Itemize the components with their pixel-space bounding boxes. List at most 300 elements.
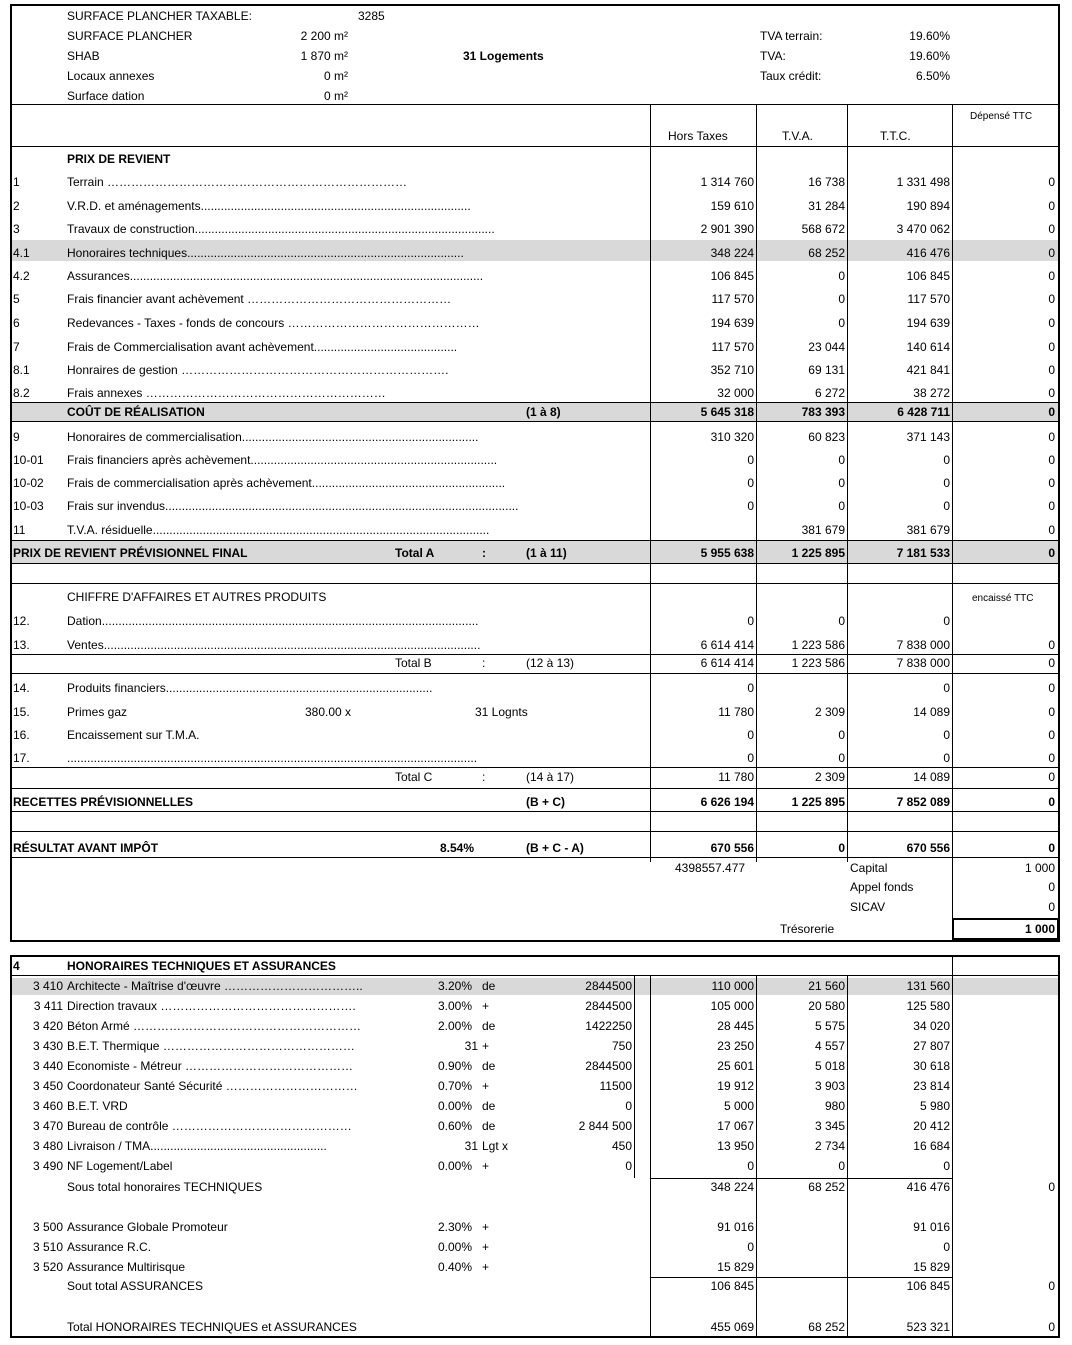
amount-tva: 568 672	[801, 222, 845, 236]
insurance-code: 3 510	[32, 1240, 63, 1254]
amount-ht: 23 250	[717, 1039, 754, 1053]
amount-ttc: 106 845	[906, 269, 950, 283]
fee-base: 2844500	[585, 1059, 632, 1073]
row-number: 10-03	[13, 499, 44, 513]
section-title: PRIX DE REVIENT	[67, 152, 171, 166]
total-b-name: Total B	[395, 656, 432, 670]
fee-label: Béton Armé …………………………………………………	[67, 1019, 362, 1033]
row-number: 15.	[13, 705, 30, 719]
fee-label: Direction travaux ………………………………………….	[67, 999, 356, 1013]
amount-ht: 32 000	[717, 386, 754, 400]
row-number: 7	[13, 340, 20, 354]
fee-base: 2 844 500	[578, 1119, 632, 1133]
fee-rate: 0.00%	[438, 1099, 473, 1113]
header-value: 1 870 m²	[300, 49, 348, 63]
capital-value: 0	[1048, 880, 1055, 894]
amount-tva: 0	[838, 453, 845, 467]
amount-tva: 16 738	[808, 175, 845, 189]
resultat-pct: 8.54%	[440, 841, 475, 855]
amount-tva: 3 345	[814, 1119, 845, 1133]
amount-ht: 352 710	[710, 363, 754, 377]
amount-ttc: 0	[943, 453, 950, 467]
column-divider	[756, 975, 757, 1337]
amount-ttc: 131 560	[906, 979, 950, 993]
amount-ht: 0	[747, 453, 754, 467]
col-header-tva: T.V.A.	[782, 129, 813, 143]
row-number: 3	[13, 222, 20, 236]
row-label: Ventes.................................................................................................................	[67, 638, 481, 652]
amount-ht: 28 445	[717, 1019, 754, 1033]
amount-tva: 1 225 895	[791, 546, 845, 560]
amount-depense: 0	[1048, 175, 1055, 189]
row-label: Honraires de gestion ………………………………………………………….	[67, 363, 449, 377]
fee-rate: 3.00%	[438, 999, 473, 1013]
cout-label: COÛT DE RÉALISATION	[67, 405, 205, 419]
fee-rate: 31	[464, 1039, 478, 1053]
fee-rate: 31	[464, 1139, 478, 1153]
amount-depense: 0	[1048, 1279, 1055, 1293]
honoraires-total-label: Total HONORAIRES TECHNIQUES et ASSURANCES	[67, 1320, 357, 1334]
fee-base: 450	[611, 1139, 632, 1153]
fee-rate: 0.00%	[438, 1159, 473, 1173]
fee-label: Architecte - Maîtrise d'œuvre ……………………………..	[67, 979, 363, 993]
amount-ht: 6 626 194	[700, 795, 754, 809]
amount-tva: 31 284	[808, 199, 845, 213]
row-label: Frais sur invendus..........................................................................................................	[67, 499, 519, 513]
amount-ht: 117 570	[711, 292, 754, 306]
row-label: Frais de commercialisation après achèvement..........................................................	[67, 476, 506, 490]
column-divider	[634, 975, 635, 1178]
fee-code: 3 470	[32, 1119, 63, 1133]
amount-ttc: 16 684	[913, 1139, 950, 1153]
row-label: Encaissement sur T.M.A.	[67, 728, 200, 742]
total-b-colon: :	[482, 656, 486, 670]
amount-ttc: 0	[943, 751, 950, 765]
column-divider	[952, 957, 953, 1337]
fee-rate: 2.00%	[438, 1019, 473, 1033]
section-title: CHIFFRE D'AFFAIRES ET AUTRES PRODUITS	[67, 590, 327, 604]
fee-rate: 0.90%	[438, 1059, 473, 1073]
amount-ttc: 30 618	[913, 1059, 950, 1073]
amount-ttc: 7 852 089	[896, 795, 950, 809]
amount-tva: 0	[838, 1159, 845, 1173]
row-number: 8.2	[13, 386, 30, 400]
header-rate-value: 6.50%	[915, 69, 950, 83]
rule-line	[11, 583, 1059, 584]
rule-line	[11, 540, 1059, 541]
row-number: 4.1	[13, 246, 30, 260]
sous-total-ass-label: Sout total ASSURANCES	[67, 1279, 204, 1293]
row-label: ...........................................................................................................................	[67, 751, 478, 765]
amount-ttc: 6 428 711	[897, 405, 950, 419]
capital-label: Capital	[850, 861, 888, 875]
rule-line	[11, 563, 1059, 564]
fee-base: 0	[625, 1099, 632, 1113]
amount-ttc: 38 272	[913, 386, 950, 400]
row-label: Frais financier avant achèvement ……………………………………………	[67, 292, 452, 306]
row-number: 14.	[13, 681, 30, 695]
amount-ht: 348 224	[710, 1180, 754, 1194]
amount-ht: 0	[747, 499, 754, 513]
amount-depense: 0	[1048, 795, 1055, 809]
header-label: SURFACE PLANCHER TAXABLE:	[67, 9, 252, 23]
amount-ttc: 190 894	[906, 199, 950, 213]
fee-base: 2844500	[585, 999, 632, 1013]
rule-line	[11, 146, 1059, 147]
amount-ht: 455 069	[710, 1320, 754, 1334]
amount-ttc: 23 814	[913, 1079, 950, 1093]
amount-depense: 0	[1048, 405, 1055, 419]
amount-tva: 0	[838, 292, 845, 306]
amount-ttc: 14 089	[913, 705, 950, 719]
rule-line	[650, 1277, 952, 1278]
amount-tva: 4 557	[814, 1039, 845, 1053]
amount-ht: 0	[747, 681, 754, 695]
amount-ttc: 7 838 000	[896, 656, 950, 670]
fee-code: 3 440	[32, 1059, 63, 1073]
fee-operator: de	[482, 1099, 496, 1113]
amount-depense: 0	[1048, 1180, 1055, 1194]
amount-tva: 0	[838, 316, 845, 330]
amount-ttc: 1 331 498	[896, 175, 950, 189]
fee-code: 3 450	[32, 1079, 63, 1093]
rule-line	[11, 673, 1059, 674]
fee-code: 3 410	[32, 979, 63, 993]
total-a-name: Total A	[395, 546, 435, 560]
fee-operator: +	[482, 1039, 490, 1053]
amount-ttc: 0	[943, 614, 950, 628]
amount-depense: 0	[1048, 453, 1055, 467]
amount-tva: 2 309	[814, 705, 845, 719]
fee-code: 3 420	[32, 1019, 63, 1033]
insurance-label: Assurance R.C.	[67, 1240, 152, 1254]
header-value: 2 200 m²	[300, 29, 348, 43]
amount-depense: 0	[1048, 681, 1055, 695]
row-label: Terrain …………………………………………………………………	[67, 175, 408, 189]
amount-tva: 381 679	[801, 523, 845, 537]
amount-ttc: 140 614	[906, 340, 950, 354]
row-label: Frais de Commercialisation avant achèvement...........................................	[67, 340, 458, 354]
row-label: Frais financiers après achèvement..........................................................................	[67, 453, 498, 467]
amount-ttc: 416 476	[906, 246, 950, 260]
amount-tva: 69 131	[808, 363, 845, 377]
column-divider	[847, 104, 848, 862]
amount-ttc: 421 841	[906, 363, 950, 377]
amount-tva: 60 823	[808, 430, 845, 444]
amount-ttc: 27 807	[913, 1039, 950, 1053]
fee-code: 3 460	[32, 1099, 63, 1113]
amount-ttc: 5 980	[919, 1099, 950, 1113]
total-c-range: (14 à 17)	[526, 770, 575, 784]
amount-tva: 5 018	[814, 1059, 845, 1073]
amount-ht: 5 645 318	[700, 405, 754, 419]
honoraires-title: HONORAIRES TECHNIQUES ET ASSURANCES	[67, 959, 336, 973]
insurance-operator: +	[482, 1220, 490, 1234]
fee-operator: de	[482, 1119, 496, 1133]
amount-ttc: 15 829	[913, 1260, 950, 1274]
fee-base: 1422250	[585, 1019, 632, 1033]
fee-label: Bureau de contrôle ………………………………………	[67, 1119, 352, 1133]
col-header-ht: Hors Taxes	[668, 129, 728, 143]
row-label: Honoraires de commercialisation.......................................................................	[67, 430, 479, 444]
amount-depense: 0	[1048, 728, 1055, 742]
row-label: Primes gaz	[67, 705, 128, 719]
recettes-range: (B + C)	[526, 795, 565, 809]
header-rate-value: 19.60%	[909, 49, 950, 63]
prime-rate: 380.00 x	[305, 705, 352, 719]
fee-operator: +	[482, 1079, 490, 1093]
fee-base: 0	[625, 1159, 632, 1173]
fee-operator: de	[482, 979, 496, 993]
row-number: 13.	[13, 638, 30, 652]
total-a-label: PRIX DE REVIENT PRÉVISIONNEL FINAL	[13, 546, 248, 560]
row-number: 11	[13, 523, 26, 537]
capital-label: SICAV	[850, 900, 886, 914]
amount-ttc: 117 570	[907, 292, 950, 306]
amount-tva: 20 580	[808, 999, 845, 1013]
amount-ht: 0	[747, 728, 754, 742]
capital-label: Appel fonds	[850, 880, 914, 894]
amount-ht: 117 570	[711, 340, 754, 354]
amount-ttc: 0	[943, 728, 950, 742]
fee-rate: 0.70%	[438, 1079, 473, 1093]
amount-tva: 23 044	[808, 340, 845, 354]
amount-ht: 19 912	[717, 1079, 754, 1093]
amount-ttc: 14 089	[913, 770, 950, 784]
rule-line	[11, 811, 1059, 812]
recettes-label: RECETTES PRÉVISIONNELLES	[13, 795, 194, 809]
insurance-rate: 0.40%	[438, 1260, 473, 1274]
amount-ht: 106 845	[710, 269, 754, 283]
capital-value: 1 000	[1024, 861, 1055, 875]
insurance-code: 3 500	[32, 1220, 63, 1234]
amount-depense: 0	[1048, 222, 1055, 236]
amount-tva: 980	[824, 1099, 845, 1113]
col-header-ttc: T.T.C.	[880, 129, 911, 143]
amount-tva: 0	[838, 728, 845, 742]
amount-ttc: 20 412	[913, 1119, 950, 1133]
amount-ttc: 0	[943, 1240, 950, 1254]
amount-tva: 68 252	[808, 1320, 845, 1334]
amount-tva: 5 575	[814, 1019, 845, 1033]
amount-depense: 0	[1048, 363, 1055, 377]
resultat-range: (B + C - A)	[526, 841, 584, 855]
amount-ht: 0	[747, 751, 754, 765]
header-label: Locaux annexes	[67, 69, 155, 83]
fee-base: 2844500	[585, 979, 632, 993]
fee-operator: +	[482, 999, 490, 1013]
fee-label: NF Logement/Label	[67, 1159, 173, 1173]
column-divider	[952, 104, 953, 862]
amount-depense: 0	[1048, 476, 1055, 490]
col-header-encaisse: encaissé TTC	[972, 593, 1034, 604]
header-label: Surface dation	[67, 89, 145, 103]
row-label: Redevances - Taxes - fonds de concours …………………………………………	[67, 316, 480, 330]
insurance-label: Assurance Globale Promoteur	[67, 1220, 228, 1234]
fee-rate: 0.60%	[438, 1119, 473, 1133]
fee-code: 3 490	[32, 1159, 63, 1173]
amount-depense: 0	[1048, 292, 1055, 306]
amount-ht: 5 955 638	[700, 546, 754, 560]
amount-ht: 110 000	[711, 979, 754, 993]
amount-tva: 0	[838, 269, 845, 283]
row-number: 6	[13, 316, 20, 330]
total-c-colon: :	[482, 770, 486, 784]
amount-ht: 0	[747, 614, 754, 628]
fee-label: B.E.T. VRD	[67, 1099, 128, 1113]
total-b-range: (12 à 13)	[526, 656, 575, 670]
insurance-rate: 0.00%	[438, 1240, 473, 1254]
capital-value: 0	[1048, 900, 1055, 914]
amount-ht: 25 601	[717, 1059, 754, 1073]
row-label: T.V.A. résiduelle.....................................................................................................	[67, 523, 490, 537]
amount-ht: 0	[747, 476, 754, 490]
amount-ttc: 34 020	[913, 1019, 950, 1033]
amount-tva: 0	[838, 841, 845, 855]
header-value: 3285	[358, 9, 385, 23]
row-number: 1	[13, 175, 20, 189]
rule-line	[11, 975, 1059, 976]
tresorerie-label: Trésorerie	[780, 922, 835, 936]
fee-label: Coordonateur Santé Sécurité ……………………………	[67, 1079, 358, 1093]
amount-tva: 68 252	[808, 1180, 845, 1194]
amount-ht: 348 224	[710, 246, 754, 260]
row-number: 9	[13, 430, 20, 444]
amount-tva: 21 560	[808, 979, 845, 993]
rule-line	[11, 857, 1059, 858]
amount-depense: 0	[1048, 269, 1055, 283]
rule-line	[11, 104, 1059, 105]
fee-code: 3 430	[32, 1039, 63, 1053]
header-label: SHAB	[67, 49, 100, 63]
amount-tva: 2 309	[814, 770, 845, 784]
amount-ht: 17 067	[717, 1119, 754, 1133]
amount-ttc: 670 556	[906, 841, 950, 855]
amount-depense: 0	[1048, 841, 1055, 855]
prime-count: 31 Lognts	[475, 705, 528, 719]
amount-ttc: 7 838 000	[896, 638, 950, 652]
amount-tva: 68 252	[808, 246, 845, 260]
fee-operator: Lgt x	[482, 1139, 509, 1153]
row-label: V.R.D. et aménagements.................................................................................	[67, 199, 471, 213]
insurance-operator: +	[482, 1240, 490, 1254]
amount-depense: 0	[1048, 499, 1055, 513]
amount-ttc: 381 679	[906, 523, 950, 537]
amount-depense: 0	[1048, 246, 1055, 260]
amount-ht: 159 610	[710, 199, 754, 213]
amount-ht: 310 320	[710, 430, 754, 444]
rule-line	[11, 831, 1059, 832]
amount-ht: 1 314 760	[700, 175, 754, 189]
total-a-range: (1 à 11)	[526, 546, 567, 560]
rule-line	[11, 788, 1059, 789]
amount-ht: 6 614 414	[700, 638, 754, 652]
column-divider	[847, 975, 848, 1337]
row-label: Frais annexes ……………………………………………………	[67, 386, 386, 400]
fee-base: 750	[611, 1039, 632, 1053]
amount-depense: 0	[1048, 770, 1055, 784]
amount-depense: 0	[1048, 316, 1055, 330]
amount-tva: 3 903	[814, 1079, 845, 1093]
amount-tva: 1 223 586	[791, 656, 845, 670]
amount-ht: 670 556	[710, 841, 754, 855]
amount-ht: 194 639	[710, 316, 754, 330]
amount-ttc: 523 321	[906, 1320, 950, 1334]
amount-ttc: 106 845	[906, 1279, 950, 1293]
row-label: Dation.................................................................................................................	[67, 614, 479, 628]
amount-tva: 6 272	[814, 386, 845, 400]
amount-depense: 0	[1048, 638, 1055, 652]
header-label: SURFACE PLANCHER	[67, 29, 193, 43]
amount-depense: 0	[1048, 199, 1055, 213]
fee-label: Livraison / TMA.....................................................	[67, 1139, 327, 1153]
amount-depense: 0	[1048, 523, 1055, 537]
amount-ttc: 0	[943, 476, 950, 490]
honoraires-number: 4	[13, 959, 20, 973]
cout-range: (1 à 8)	[526, 405, 561, 419]
amount-ht: 106 845	[710, 1279, 754, 1293]
amount-tva: 1 223 586	[791, 638, 845, 652]
row-number: 10-01	[13, 453, 44, 467]
header-value: 0 m²	[324, 69, 348, 83]
header-rate-label: Taux crédit:	[760, 69, 822, 83]
header-rate-label: TVA:	[760, 49, 786, 63]
amount-ht: 5 000	[723, 1099, 754, 1113]
amount-depense: 0	[1048, 656, 1055, 670]
fee-base: 11500	[599, 1079, 632, 1093]
amount-depense: 0	[1048, 1320, 1055, 1334]
amount-ht: 0	[747, 1159, 754, 1173]
amount-ht: 91 016	[717, 1220, 754, 1234]
row-number: 10-02	[13, 476, 44, 490]
amount-ttc: 416 476	[906, 1180, 950, 1194]
amount-ttc: 7 181 533	[896, 546, 950, 560]
row-label: Travaux de construction..........................................................................................	[67, 222, 495, 236]
rule-line	[11, 654, 1059, 655]
amount-tva: 0	[838, 614, 845, 628]
amount-tva: 783 393	[801, 405, 845, 419]
amount-ht: 2 901 390	[700, 222, 754, 236]
amount-ht: 11 780	[718, 770, 754, 784]
fee-label: B.E.T. Thermique …………………………………………	[67, 1039, 355, 1053]
amount-ttc: 0	[943, 1159, 950, 1173]
fee-code: 3 480	[32, 1139, 63, 1153]
amount-ht: 105 000	[710, 999, 754, 1013]
row-number: 4.2	[13, 269, 30, 283]
column-divider	[756, 104, 757, 862]
amount-depense: 0	[1048, 340, 1055, 354]
amount-depense: 0	[1048, 751, 1055, 765]
amount-depense: 0	[1048, 386, 1055, 400]
row-label: Honoraires techniques...................................................................................	[67, 246, 464, 260]
insurance-code: 3 520	[32, 1260, 63, 1274]
header-value: 0 m²	[324, 89, 348, 103]
insurance-label: Assurance Multirisque	[67, 1260, 186, 1274]
fee-operator: de	[482, 1059, 496, 1073]
sous-total-tech-label: Sous total honoraires TECHNIQUES	[67, 1180, 263, 1194]
amount-tva: 0	[838, 499, 845, 513]
amount-ht: 11 780	[718, 705, 754, 719]
amount-tva: 0	[838, 751, 845, 765]
amount-tva: 0	[838, 476, 845, 490]
amount-ttc: 371 143	[906, 430, 950, 444]
resultat-label: RÉSULTAT AVANT IMPÔT	[13, 841, 159, 855]
amount-ht: 15 829	[717, 1260, 754, 1274]
logements-count: 31 Logements	[463, 49, 544, 63]
amount-ttc: 194 639	[906, 316, 950, 330]
amount-depense: 0	[1048, 546, 1055, 560]
amount-tva: 1 225 895	[791, 795, 845, 809]
